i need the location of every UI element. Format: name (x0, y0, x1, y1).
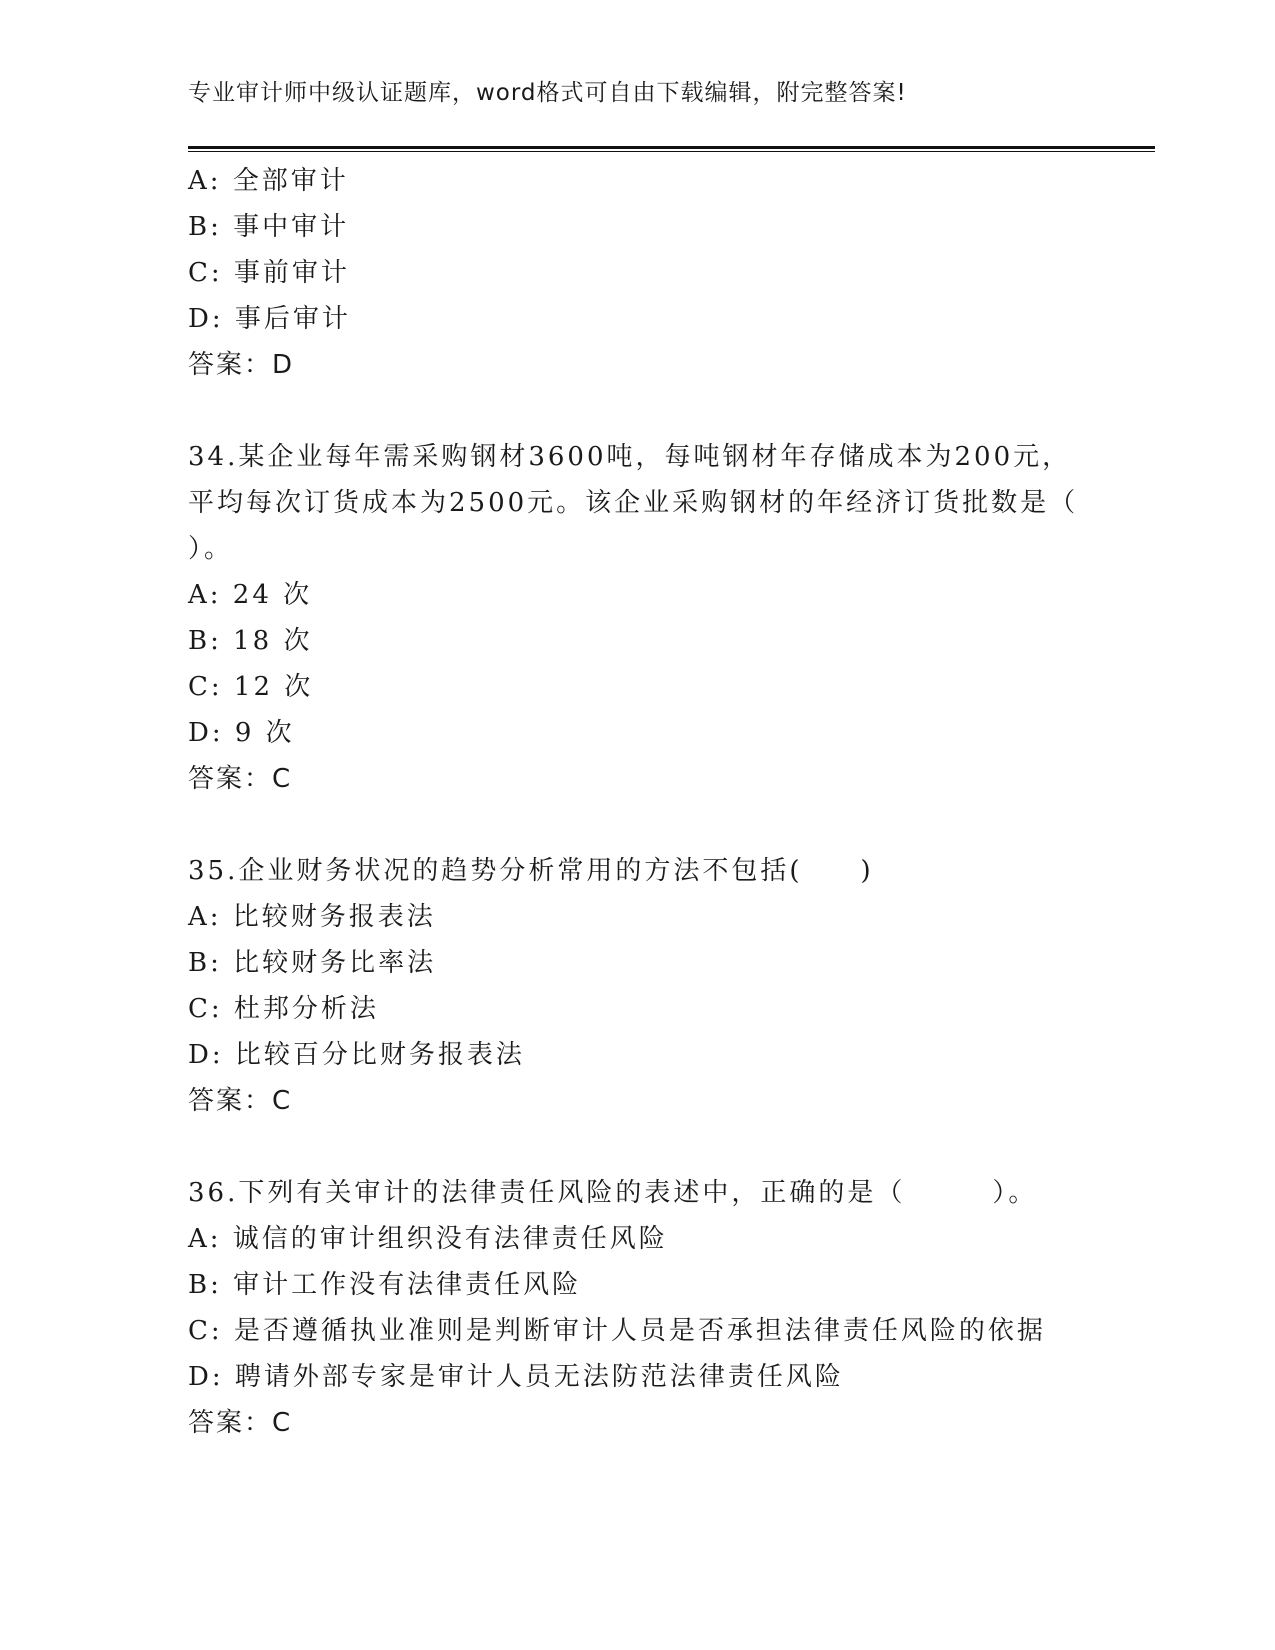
header-rule-thin (188, 151, 1155, 152)
option-c: C: 事前审计 (188, 258, 350, 288)
question-stem: ）。 (188, 534, 234, 564)
question-stem: 35.企业财务状况的趋势分析常用的方法不包括( ) (188, 856, 874, 886)
question-stem: 34.某企业每年需采购钢材3600吨，每吨钢材年存储成本为200元， (188, 442, 1072, 472)
answer-line: 答案：D (188, 350, 295, 380)
option-c: C: 杜邦分析法 (188, 994, 379, 1024)
page-header: 专业审计师中级认证题库，word格式可自由下载编辑，附完整答案! (188, 80, 907, 106)
question-stem: 平均每次订货成本为2500元。该企业采购钢材的年经济订货批数是（ (188, 488, 1079, 518)
question-35 (188, 848, 1088, 1124)
question-36 (188, 1170, 1088, 1446)
answer-line: 答案：C (188, 1086, 293, 1116)
answer-line: 答案：C (188, 764, 293, 794)
option-b: B: 事中审计 (188, 212, 350, 242)
option-a: A: 24 次 (188, 580, 313, 610)
option-a: A: 全部审计 (188, 166, 349, 196)
prev-question (188, 158, 1088, 388)
option-b: B: 18 次 (188, 626, 313, 656)
option-d: D: 事后审计 (188, 304, 351, 334)
answer-line: 答案：C (188, 1408, 293, 1438)
header-rule (188, 146, 1155, 149)
question-34 (188, 434, 1088, 802)
option-d: D: 聘请外部专家是审计人员无法防范法律责任风险 (188, 1362, 844, 1392)
question-content (188, 158, 1088, 1446)
option-b: B: 比较财务比率法 (188, 948, 437, 978)
option-b: B: 审计工作没有法律责任风险 (188, 1270, 582, 1300)
option-a: A: 比较财务报表法 (188, 902, 436, 932)
option-c: C: 12 次 (188, 672, 314, 702)
option-d: D: 比较百分比财务报表法 (188, 1040, 525, 1070)
question-stem: 36.下列有关审计的法律责任风险的表述中，正确的是（ ）。 (188, 1178, 1038, 1208)
option-a: A: 诚信的审计组织没有法律责任风险 (188, 1224, 668, 1254)
option-c: C: 是否遵循执业准则是判断审计人员是否承担法律责任风险的依据 (188, 1316, 1046, 1346)
option-d: D: 9 次 (188, 718, 295, 748)
